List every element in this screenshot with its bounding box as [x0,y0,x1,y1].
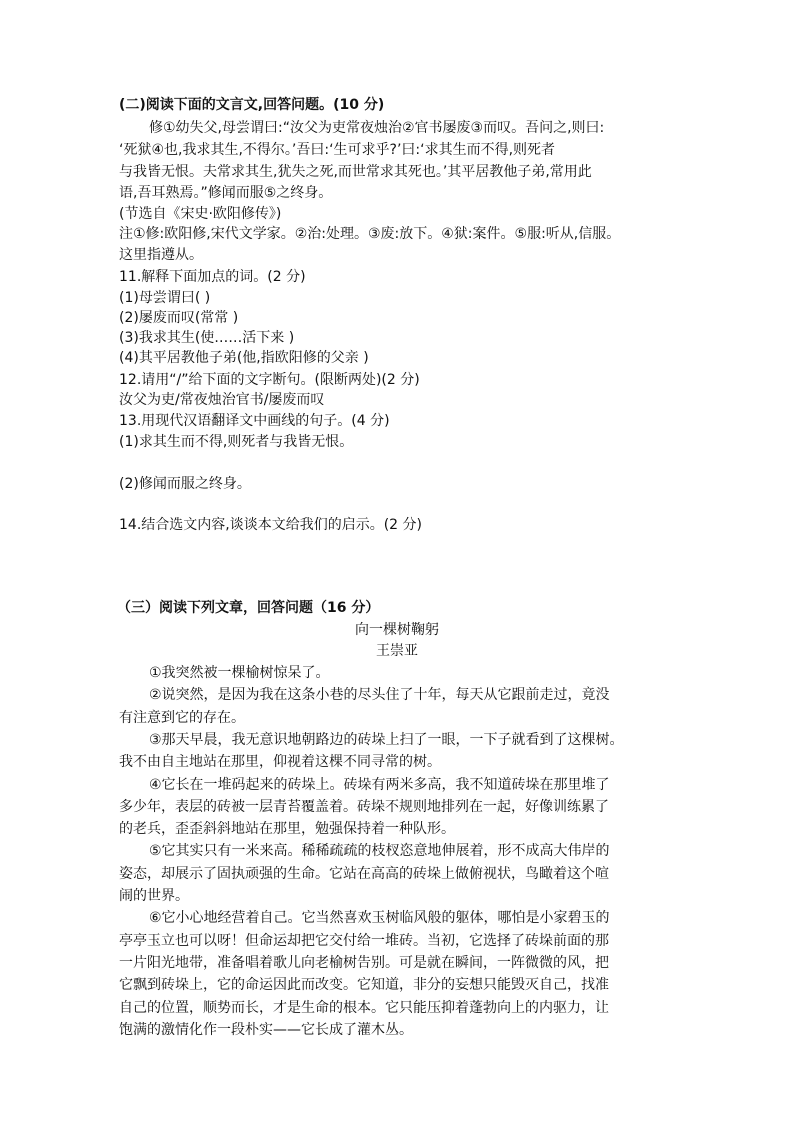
section3-heading: （三）阅读下列文章，回答问题（16 分） [117,600,380,616]
passage-source: (节选自《宋史·欧阳修传》) [119,206,282,222]
article-line: ④它长在一堆码起来的砖垛上。砖垛有两米多高，我不知道砖垛在那里堆了 [149,776,610,793]
notes-line-2: 这里指遵从。 [119,247,203,263]
article-line: 它飘到砖垛上，它的命运因此而改变。它知道，非分的妄想只能毁灭自己，找准 [119,977,609,994]
article-line: 的老兵，歪歪斜斜地站在那里，勉强保持着一种队形。 [119,821,455,838]
notes-line-1: 注①修:欧阳修,宋代文学家。②治:处理。③废:放下。④狱:案件。⑤服:听从,信服。 [119,226,621,242]
q11-item-4: (4)其平居教他子弟(他,指欧阳修的父亲 ) [119,350,369,366]
article-line: 闹的世界。 [119,888,189,904]
article-line: ①我突然被一棵榆树惊呆了。 [149,665,330,681]
q11-item-1: (1)母尝谓曰( ) [119,290,211,306]
q11-item-3: (3)我求其生(使……活下来 ) [119,330,295,346]
section2-heading: (二)阅读下面的文言文,回答问题。(10 分) [119,97,385,113]
q12-text: 汝父为吏/常夜烛治官书/屡废而叹 [119,392,325,408]
article-line: ③那天早晨，我无意识地朝路边的砖垛上扫了一眼，一下子就看到了这棵树。 [149,731,624,748]
passage-line-2: ‘死狱④也,我求其生,不得尔。’吾曰:‘生可求乎?’曰:‘求其生而不得,则死者 [119,142,556,158]
q13-title: 13.用现代汉语翻译文中画线的句子。(4 分) [119,413,390,429]
passage-line-3: 与我皆无恨。夫常求其生,犹失之死,而世常求其死也。’其平居教他子弟,常用此 [119,164,592,180]
article-line: 一片阳光地带，准备唱着歌儿向老榆树告别。可是就在瞬间，一阵微微的风，把 [119,954,609,971]
q13-item-1: (1)求其生而不得,则死者与我皆无恨。 [119,434,354,450]
q12-title: 12.请用“/”给下面的文字断句。(限断两处)(2 分) [119,372,420,388]
article-line: 饱满的激情化作一段朴实——它长成了灌木丛。 [119,1021,413,1038]
passage-line-1: 修①幼失父,母尝谓曰:“汝父为吏常夜烛治②官书屡废③而叹。吾问之,则曰: [149,120,605,136]
article-title: 向一棵树鞠躬 [355,622,439,638]
article-line: ⑥它小心地经营着自己。它当然喜欢玉树临风般的躯体，哪怕是小家碧玉的 [149,910,610,927]
article-line: 多少年，表层的砖被一层青苔覆盖着。砖垛不规则地排列在一起，好像训练累了 [119,798,609,815]
q14-title: 14.结合选文内容,谈谈本文给我们的启示。(2 分) [119,517,422,533]
article-line: 自己的位置，顺势而长，才是生命的根本。它只能压抑着蓬勃向上的内驱力，让 [119,999,609,1016]
article-line: 亭亭玉立也可以呀！但命运却把它交付给一堆砖。当初，它选择了砖垛前面的那 [119,932,609,949]
q11-item-2: (2)屡废而叹(常常 ) [119,310,239,326]
article-line: 姿态，却展示了固执顽强的生命。它站在高高的砖垛上做俯视状，鸟瞰着这个喧 [119,865,609,882]
q11-title: 11.解释下面加点的词。(2 分) [119,269,306,285]
article-line: 有注意到它的存在。 [119,709,245,726]
article-line: 我不由自主地站在那里，仰视着这棵不同寻常的树。 [119,754,441,771]
article-line: ②说突然，是因为我在这条小巷的尽头住了十年，每天从它跟前走过，竟没 [149,687,610,704]
article-author: 王崇亚 [376,643,418,659]
q13-item-2: (2)修闻而服之终身。 [119,476,251,492]
passage-line-4: 语,吾耳熟焉。”修闻而服⑤之终身。 [119,185,333,201]
article-line: ⑤它其实只有一米来高。稀稀疏疏的枝杈恣意地伸展着，形不成高大伟岸的 [149,843,610,860]
